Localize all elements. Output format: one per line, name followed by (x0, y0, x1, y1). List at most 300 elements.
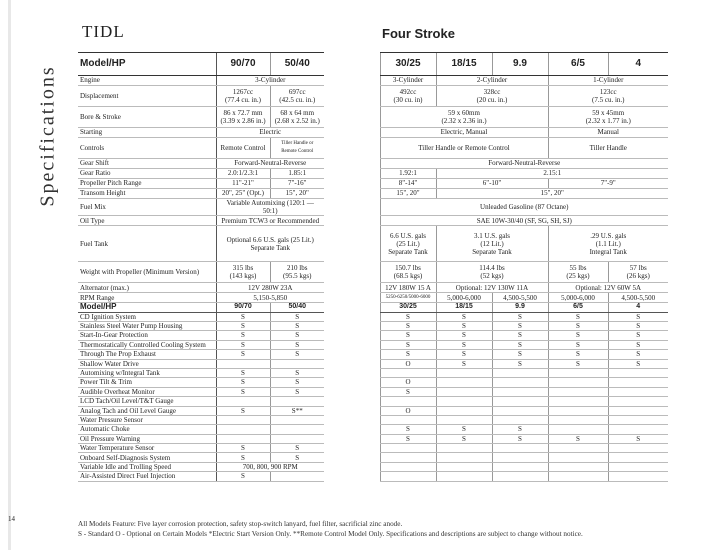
feature-value: S (216, 406, 270, 415)
feature-value (436, 378, 492, 387)
cell-line: (25 Lit.) (396, 239, 420, 248)
feature-value: S (436, 350, 492, 359)
cell-line: 3-Cylinder (255, 76, 286, 85)
spec-row (78, 107, 668, 128)
spec-row-label: Gear Shift (78, 159, 216, 169)
feature-value: S (270, 453, 324, 462)
column-gap (324, 159, 380, 169)
cell-line: 697cc (288, 87, 306, 96)
spec-row (78, 216, 668, 226)
cell-line: (12 Lit.) (480, 239, 504, 248)
spec-cell (216, 189, 270, 199)
feature-value (492, 444, 548, 453)
cell-line: 3.1 U.S. gals (474, 231, 510, 240)
column-gap (324, 76, 380, 86)
column-gap (324, 303, 380, 312)
spec-cell (270, 262, 324, 283)
column-gap (324, 331, 380, 340)
cell-line: 15", 20" (396, 189, 420, 198)
cell-line: Electric, Manual (440, 128, 488, 137)
feature-value (270, 415, 324, 424)
cell-line: Tiller Handle (589, 143, 627, 152)
cell-line: 57 lbs (629, 264, 647, 273)
feature-value (492, 406, 548, 415)
feature-row (78, 434, 668, 443)
feature-value: S (608, 350, 668, 359)
feature-value (216, 415, 270, 424)
feature-value: S (380, 387, 436, 396)
feature-value: S (548, 434, 608, 443)
feature-label: Analog Tach and Oil Level Gauge (78, 406, 216, 415)
feature-span-value: 700, 800, 900 RPM (216, 462, 324, 471)
spec-row-label: Controls (78, 138, 216, 159)
cell-line: 6.6 U.S. gals (390, 231, 426, 240)
footer-line-2: S - Standard O - Optional on Certain Models *Electric Start Version Only. **Remote Control Model Only. Specifications and descriptions are subject to change without notice. (78, 530, 583, 538)
feature-value (608, 368, 668, 377)
feature-value (548, 397, 608, 406)
feature-value: S (548, 312, 608, 321)
feature-value: S (608, 322, 668, 331)
spec-cell (436, 283, 548, 293)
feature-value: S (380, 434, 436, 443)
feature-value: S** (270, 406, 324, 415)
cell-line: 5,150-5,850 (253, 293, 288, 302)
spec-row (78, 76, 668, 86)
feature-value (608, 415, 668, 424)
cell-line: 1-Cylinder (593, 76, 624, 85)
spec-row (78, 226, 668, 262)
feature-value: S (436, 340, 492, 349)
cell-line: (1.1 Lit.) (595, 239, 621, 248)
spec-row-label: RPM Range (78, 293, 216, 303)
cell-line: (2.32 x 2.36 in.) (441, 117, 487, 125)
spec-cell (492, 293, 548, 303)
feature-value (548, 472, 608, 481)
spec-cell (548, 107, 668, 128)
column-gap (324, 387, 380, 396)
feature-value (608, 444, 668, 453)
column-gap (324, 216, 380, 226)
feature-value: S (216, 331, 270, 340)
spec-cell (270, 189, 324, 199)
cell-line: 5,000-6,000 (561, 293, 595, 302)
spec-body (78, 76, 668, 482)
column-gap (324, 462, 380, 471)
spec-cell (216, 138, 270, 159)
cell-line: .29 U.S. gals (590, 231, 627, 240)
spec-cell (380, 138, 548, 159)
feature-value: S (492, 425, 548, 434)
model-header-1815: 18/15 (436, 53, 492, 76)
feature-subheader-label: Model/HP (78, 303, 216, 312)
spec-row-label: Gear Ratio (78, 169, 216, 179)
spec-cell (380, 107, 548, 128)
spec-cell (270, 86, 324, 107)
feature-value (492, 387, 548, 396)
spec-cell (436, 86, 548, 107)
spec-row-label: Fuel Mix (78, 199, 216, 216)
spec-cell (436, 226, 548, 262)
feature-value: S (270, 350, 324, 359)
feature-value: S (216, 378, 270, 387)
feature-value: S (608, 340, 668, 349)
cell-line: (68.5 kgs) (393, 272, 423, 281)
feature-label: CD Ignition System (78, 312, 216, 321)
cell-line: 11"-21" (232, 179, 254, 188)
feature-row (78, 350, 668, 359)
column-gap (324, 359, 380, 368)
cell-line: (7.5 cu. in.) (592, 96, 625, 104)
cell-line: 12V 180W 15 A (385, 283, 431, 292)
cell-line: 2.0:1/2.3:1 (227, 169, 259, 178)
feature-value: S (492, 331, 548, 340)
feature-row (78, 462, 668, 471)
feature-label: Audible Overheat Monitor (78, 387, 216, 396)
feature-subheader-model: 4 (608, 303, 668, 312)
feature-subheader-model: 18/15 (436, 303, 492, 312)
footer-line-1: All Models Feature: Five layer corrosion protection, safety stop-switch lanyard, fuel filter, sacrificial zinc anode. (78, 520, 403, 528)
cell-line: 6"-10" (482, 179, 502, 188)
spec-cell (270, 107, 324, 128)
feature-value: S (270, 444, 324, 453)
feature-value (270, 359, 324, 368)
spec-row (78, 293, 668, 303)
cell-line: 328cc (483, 87, 501, 96)
feature-value (436, 462, 492, 471)
cell-line: 210 lbs (287, 264, 308, 273)
cell-line: Tiller Handle or (281, 140, 314, 146)
spec-cell (548, 86, 668, 107)
column-gap (324, 453, 380, 462)
spec-row-label: Fuel Tank (78, 226, 216, 262)
feature-value (492, 415, 548, 424)
cell-line: (30 cu. in) (393, 96, 423, 104)
cell-line: 315 lbs (232, 264, 254, 273)
feature-value: S (608, 312, 668, 321)
column-gap (324, 86, 380, 107)
feature-value: S (270, 387, 324, 396)
cell-line: 55 lbs (569, 264, 587, 273)
specifications-table (78, 52, 668, 482)
spec-row (78, 159, 668, 169)
spec-cell (608, 293, 668, 303)
spec-row (78, 169, 668, 179)
model-header-65: 6/5 (548, 53, 608, 76)
cell-line: 86 x 72.7 mm (223, 108, 263, 117)
feature-subheader-model: 30/25 (380, 303, 436, 312)
cell-line: Separate Tank (472, 248, 512, 256)
spec-cell (436, 262, 548, 283)
feature-value (548, 425, 608, 434)
feature-label: Water Pressure Sensor (78, 415, 216, 424)
feature-value (436, 472, 492, 481)
feature-value (548, 368, 608, 377)
feature-value (492, 462, 548, 471)
feature-value: S (216, 387, 270, 396)
cell-line: 5,000-6,000 (447, 293, 481, 302)
feature-label: LCD Tach/Oil Level/T&T Gauge (78, 397, 216, 406)
feature-value: S (270, 322, 324, 331)
feature-value (380, 472, 436, 481)
spec-cell (436, 169, 668, 179)
column-gap (324, 350, 380, 359)
spec-row-label: Alternator (max.) (78, 283, 216, 293)
feature-value: S (492, 434, 548, 443)
spec-cell (216, 216, 324, 226)
model-header-99: 9.9 (492, 53, 548, 76)
column-gap (324, 415, 380, 424)
feature-value (436, 415, 492, 424)
feature-subheader-model: 9.9 (492, 303, 548, 312)
feature-subheader-model: 6/5 (548, 303, 608, 312)
cell-line: 114.4 lbs (479, 264, 505, 273)
feature-label: Automatic Choke (78, 425, 216, 434)
cell-line: Separate Tank (388, 248, 428, 256)
feature-row (78, 368, 668, 377)
spec-cell (270, 179, 324, 189)
feature-value (380, 453, 436, 462)
cell-line: (26 kgs) (626, 272, 650, 281)
feature-value: S (492, 312, 548, 321)
feature-value (492, 368, 548, 377)
spec-row (78, 283, 668, 293)
feature-value (436, 444, 492, 453)
spec-cell (380, 189, 436, 199)
spec-cell (380, 226, 436, 262)
cell-line: 59 x 45mm (592, 108, 625, 117)
feature-value (548, 444, 608, 453)
cell-line: 68 x 64 mm (280, 108, 315, 117)
cell-line: Electric (259, 128, 282, 137)
feature-value: S (548, 350, 608, 359)
column-gap (324, 226, 380, 262)
spec-cell (548, 76, 668, 86)
cell-line: (95.5 kgs) (283, 272, 312, 281)
cell-line: 4,500-5,500 (621, 293, 656, 302)
feature-value: S (608, 434, 668, 443)
spec-cell (216, 107, 270, 128)
spec-cell (216, 262, 270, 283)
feature-value: S (548, 331, 608, 340)
feature-value: S (216, 340, 270, 349)
feature-value: S (436, 434, 492, 443)
feature-label: Oil Pressure Warning (78, 434, 216, 443)
feature-label: Onboard Self-Diagnosis System (78, 453, 216, 462)
cell-line: 12V 280W 23A (248, 283, 293, 292)
feature-value (492, 378, 548, 387)
feature-value (548, 406, 608, 415)
feature-row (78, 406, 668, 415)
feature-value (548, 462, 608, 471)
spec-cell (380, 293, 436, 303)
cell-line: Forward-Neutral-Reverse (488, 159, 561, 168)
feature-subheader-model: 90/70 (216, 303, 270, 312)
feature-value: S (492, 322, 548, 331)
spec-row-label: Weight with Propeller (Minimum Version) (78, 262, 216, 283)
page-spine (8, 0, 11, 550)
feature-value: S (436, 312, 492, 321)
spec-row-label: Oil Type (78, 216, 216, 226)
vertical-title (38, 60, 58, 212)
cell-line: 492cc (399, 87, 417, 96)
feature-row (78, 453, 668, 462)
feature-value: S (216, 350, 270, 359)
feature-value (270, 472, 324, 481)
feature-value: S (216, 312, 270, 321)
feature-value (492, 472, 548, 481)
cell-line: Optional: 12V 60W 5A (575, 283, 642, 292)
cell-line: Tiller Handle or Remote Control (418, 143, 510, 152)
feature-value (548, 415, 608, 424)
column-gap (324, 322, 380, 331)
feature-value (436, 397, 492, 406)
feature-value (548, 387, 608, 396)
feature-value: S (548, 322, 608, 331)
feature-value (216, 359, 270, 368)
column-gap (324, 169, 380, 179)
cell-line: (52 kgs) (480, 272, 504, 281)
spec-cell (216, 179, 270, 189)
feature-row (78, 378, 668, 387)
column-gap (324, 472, 380, 481)
spec-cell (548, 179, 668, 189)
cell-line: 5250-6250/5000-6000 (385, 294, 431, 300)
spec-row-label: Engine (78, 76, 216, 86)
feature-value (380, 415, 436, 424)
spec-row (78, 179, 668, 189)
cell-line: 1.85:1 (288, 169, 307, 178)
column-gap (324, 283, 380, 293)
column-gap (324, 444, 380, 453)
cell-line: 15", 20" (285, 189, 309, 198)
feature-row (78, 415, 668, 424)
feature-value: S (216, 453, 270, 462)
spec-cell (380, 159, 668, 169)
spec-row-label: Starting (78, 128, 216, 138)
spec-cell (548, 138, 668, 159)
page-number: 14 (8, 515, 15, 523)
feature-value: S (380, 340, 436, 349)
feature-value (380, 368, 436, 377)
feature-label: Through The Prop Exhaust (78, 350, 216, 359)
spec-cell (216, 226, 324, 262)
spec-cell (380, 283, 436, 293)
cell-line: Manual (597, 128, 619, 137)
cell-line: (3.39 x 2.86 in.) (220, 117, 266, 125)
model-header-5040: 50/40 (270, 53, 324, 76)
cell-line: 4,500-5,500 (503, 293, 537, 302)
column-gap (324, 199, 380, 216)
feature-value: S (436, 322, 492, 331)
cell-line: 1267cc (232, 87, 254, 96)
spec-cell (548, 283, 668, 293)
column-gap (324, 425, 380, 434)
spec-cell (380, 86, 436, 107)
feature-label: Automixing w/Integral Tank (78, 368, 216, 377)
feature-value (608, 397, 668, 406)
column-gap (324, 53, 380, 76)
feature-row (78, 331, 668, 340)
column-gap (324, 368, 380, 377)
cell-line: (25 kgs) (566, 272, 590, 281)
feature-label: Shallow Water Drive (78, 359, 216, 368)
spec-row (78, 128, 668, 138)
feature-value: S (380, 350, 436, 359)
feature-value: S (436, 331, 492, 340)
spec-cell (548, 262, 608, 283)
spec-cell (216, 169, 270, 179)
feature-value (436, 368, 492, 377)
feature-value: S (216, 472, 270, 481)
feature-value (608, 462, 668, 471)
feature-row (78, 359, 668, 368)
cell-line: Forward-Neutral-Reverse (234, 159, 307, 168)
spec-cell (216, 86, 270, 107)
feature-value (380, 397, 436, 406)
feature-value (216, 425, 270, 434)
feature-value: S (380, 312, 436, 321)
feature-value (608, 387, 668, 396)
column-gap (324, 293, 380, 303)
feature-value: S (216, 444, 270, 453)
cell-line: 3-Cylinder (392, 76, 424, 85)
spec-cell (216, 293, 324, 303)
feature-value (492, 453, 548, 462)
feature-value: S (270, 312, 324, 321)
column-gap (324, 434, 380, 443)
feature-value (548, 453, 608, 462)
spec-row (78, 138, 668, 159)
model-header-3025: 30/25 (380, 53, 436, 76)
feature-row (78, 322, 668, 331)
spec-row (78, 199, 668, 216)
spec-row (78, 86, 668, 107)
cell-line: 1.92:1 (399, 169, 417, 178)
spec-row-label: Displacement (78, 86, 216, 107)
feature-value (608, 378, 668, 387)
section-title: Four Stroke (382, 26, 455, 41)
cell-line: Remote Control (220, 143, 266, 152)
feature-value: S (548, 359, 608, 368)
column-gap (324, 179, 380, 189)
column-gap (324, 406, 380, 415)
spec-cell (380, 216, 668, 226)
feature-value: O (380, 406, 436, 415)
spec-cell (380, 179, 436, 189)
column-gap (324, 340, 380, 349)
cell-line: (77.4 cu. in.) (225, 96, 261, 104)
feature-subheader-model: 50/40 (270, 303, 324, 312)
footer-notes (78, 519, 583, 539)
brand-logo: TIDL (82, 22, 125, 41)
feature-value (436, 387, 492, 396)
feature-row (78, 397, 668, 406)
spec-cell (436, 179, 548, 189)
cell-line: 7"-16" (287, 179, 307, 188)
feature-value: O (380, 378, 436, 387)
feature-value (548, 378, 608, 387)
feature-value (436, 453, 492, 462)
feature-value (608, 425, 668, 434)
feature-label: Stainless Steel Water Pump Housing (78, 322, 216, 331)
spec-cell (216, 76, 324, 86)
column-gap (324, 378, 380, 387)
column-gap (324, 107, 380, 128)
feature-label: Power Tilt & Trim (78, 378, 216, 387)
feature-value: S (492, 340, 548, 349)
spec-cell (380, 128, 548, 138)
feature-value: S (270, 368, 324, 377)
